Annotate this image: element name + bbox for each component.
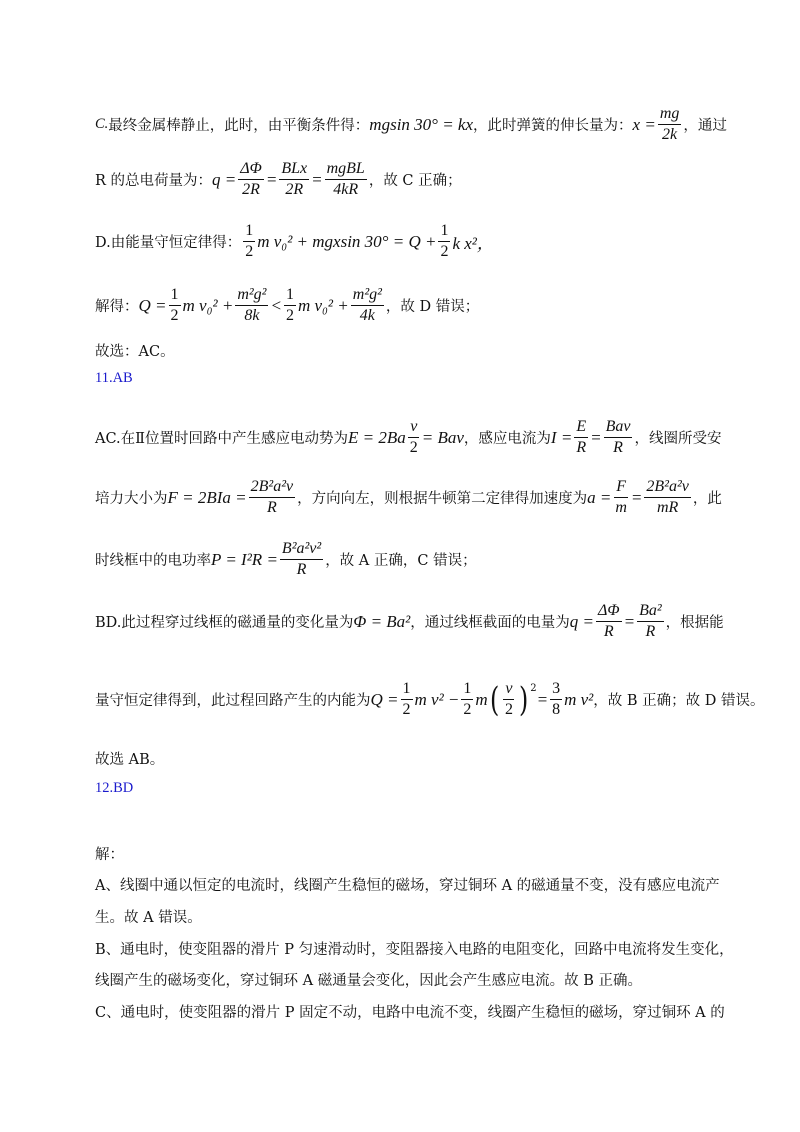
d-eq-mid: m v₀² + mgxsin 30° = Q + [257, 231, 437, 251]
c-prefix: C. [95, 116, 109, 133]
solve-frac-1: $\frac{\text{m²g²}}{8k}$ [237, 286, 267, 325]
q11-l4-lead: BD.此过程穿过线框的磁通量的变化量为 [95, 615, 354, 632]
charge-frac-1: $\frac{\Delta\Phi}{2R}$ [240, 160, 262, 199]
current-eq: I = [550, 427, 573, 447]
heat-v-frac: $\frac{v}{2}$ [504, 680, 513, 719]
q12-b-line-1: B、通电时，使变阻器的滑片 P 匀速滑动时，变阻器接入电路的电阻变化，回路中电流将发生变化， [95, 942, 734, 958]
c-lead: 最终金属棒静止，此时，由平衡条件得： [108, 118, 370, 135]
emf-eq: E = 2Ba [348, 427, 406, 447]
charge-frac-3: $\frac{\text{mgBL}}{4kR}$ [326, 160, 365, 199]
q11-label: 11.AB [95, 370, 133, 386]
x-eq: x = [632, 114, 656, 134]
answer-11: 故选 AB。 [95, 752, 165, 768]
heat-eq: Q = [370, 689, 399, 709]
c-mid: ，此时弹簧的伸长量为： [473, 118, 633, 135]
q11-l4-mid: ，通过线框截面的电量为 [410, 615, 570, 632]
q11-l3-tail: ，故 A 正确，C 错误； [325, 553, 477, 570]
charge-frac-2: $\frac{\text{BLx}}{2R}$ [281, 160, 308, 199]
current-frac-2: $\frac{\text{Bav}}{R}$ [605, 418, 631, 457]
charge-frac-b: $\frac{\text{Ba²}}{R}$ [639, 602, 662, 641]
less-than: < [270, 295, 282, 315]
q11-line-2: 培力大小为 F = 2BIa = $\frac{\text{2B²a²v}}{R}$ ，方向向左，则根据牛顿第二定律得加速度为 a = $\frac{F}{m}$ = $\frac{\text{2B²a²v}}{mR}$ ，此 [95, 478, 722, 517]
heat-term3: m v² [564, 689, 594, 709]
solve-tail: ，故 D 错误； [385, 299, 480, 316]
solve-lead: 解得： [95, 299, 139, 316]
q12-a-line-1: A、线圈中通以恒定的电流时，线圈产生稳恒的磁场，穿过铜环 A 的磁通量不变，没有感应电流产 [95, 878, 720, 894]
q11-line-5: 量守恒定律得到，此过程回路产生的内能为 Q = $\frac{1}{2}$ m v² − $\frac{1}{2}$ m ( $\frac{v}{2}$ ) 2 = $\frac{3}{8}$ m v² ，故 B 正确；故 D 错误。 [95, 679, 765, 720]
q11-l4-tail: ，根据能 [665, 615, 724, 632]
q11-line-4: BD.此过程穿过线框的磁通量的变化量为 Φ = Ba² ，通过线框截面的电量为 q = $\frac{\Delta\Phi}{R}$ = $\frac{\text{Ba²}}{R}$ ，根据能 [95, 602, 724, 641]
heat-equals: = [536, 689, 549, 709]
d-part-line [95, 222, 494, 262]
power-eq: P = I²R = [211, 549, 278, 569]
d-eq-end: k x²， [452, 234, 494, 254]
accel-eq: a = [587, 487, 612, 507]
v-half-frac: $\frac{v}{2}$ [409, 418, 418, 457]
power-frac: $\frac{\text{B²a²v²}}{R}$ [281, 540, 322, 579]
q11-line-1: AC.在Ⅱ位置时回路中产生感应电动势为 E = 2Ba $\frac{v}{2}$ = Bav ，感应电流为 I = $\frac{E}{R}$ = $\frac{\text{Bav}}{R}$ ，线圈所受安 [95, 418, 722, 457]
q12-a-line-2: 生。故 A 错误。 [95, 910, 202, 926]
c-part-line [95, 105, 727, 145]
q11-l1-tail: ，线圈所受安 [634, 431, 722, 448]
answer-10: 故选：AC。 [95, 344, 175, 360]
x-fraction: $\frac{mg}{2k}$ [659, 105, 680, 144]
solve-frac-2: $\frac{\text{m²g²}}{4k}$ [352, 286, 382, 325]
q11-l3-lead: 时线框中的电功率 [95, 553, 211, 570]
Q-eq: Q = [138, 295, 167, 315]
force-frac: $\frac{\text{2B²a²v}}{R}$ [250, 478, 294, 517]
q11-l2-tail: ，此 [692, 491, 722, 508]
charge-frac-a: $\frac{\Delta\Phi}{R}$ [598, 602, 620, 641]
heat-ratio: $\frac{3}{8}$ [552, 680, 561, 719]
heat-half-1: $\frac{1}{2}$ [402, 680, 411, 719]
q12-c-line-1: C、通电时，使变阻器的滑片 P 固定不动，电路中电流不变，线圈产生稳恒的磁场，穿过铜环 A 的 [95, 1005, 725, 1021]
half-frac-1: $\frac{1}{2}$ [245, 222, 254, 261]
q12-b-line-2: 线圈产生的磁场变化，穿过铜环 A 磁通量会变化，因此会产生感应电流。故 B 正确。 [95, 973, 643, 989]
q11-l5-lead: 量守恒定律得到，此过程回路产生的内能为 [95, 693, 371, 710]
heat-term1: m v² − [414, 689, 460, 709]
current-frac-1: $\frac{E}{R}$ [576, 418, 587, 457]
d-lead: D.由能量守恒定律得： [95, 235, 242, 252]
solve-term2: m v₀² + [297, 295, 349, 315]
charge-lead: R 的总电荷量为： [95, 173, 213, 190]
force-eq: F = 2BIa = [167, 487, 247, 507]
q11-l1-lead: AC.在Ⅱ位置时回路中产生感应电动势为 [95, 431, 349, 448]
accel-frac-2: $\frac{\text{2B²a²v}}{mR}$ [646, 478, 689, 517]
accel-frac-1: $\frac{F}{m}$ [615, 478, 627, 517]
q11-line-3 [95, 540, 477, 580]
q-eq: q = [212, 169, 237, 189]
emf-end: = Bav [421, 427, 464, 447]
q11-l5-tail: ，故 B 正确；故 D 错误。 [593, 693, 765, 710]
c-charge-line: R 的总电荷量为： q = $\frac{\Delta\Phi}{2R}$ = $\frac{\text{BLx}}{2R}$ = $\frac{\text{mgBL}}{4kR}$ ，故 C 正确； [95, 160, 462, 199]
half-frac-2: $\frac{1}{2}$ [440, 222, 449, 261]
solve-term1: m v₀² + [182, 295, 234, 315]
charge-eq: q = [569, 611, 595, 631]
charge-tail: ，故 C 正确； [368, 173, 462, 190]
q11-l2-mid: ，方向向左，则根据牛顿第二定律得加速度为 [297, 491, 588, 508]
q12-label: 12.BD [95, 780, 134, 796]
q11-l2-lead: 培力大小为 [95, 491, 168, 508]
flux-eq: Φ = Ba² [353, 611, 411, 631]
heat-half-2: $\frac{1}{2}$ [463, 680, 472, 719]
c-tail: ，通过 [683, 118, 727, 135]
q11-l1-mid: ，感应电流为 [463, 431, 551, 448]
half-frac-4: $\frac{1}{2}$ [285, 286, 294, 325]
q12-jie: 解： [95, 847, 124, 863]
d-solve-line [95, 286, 479, 326]
c-equation: mgsin 30° = kx [369, 114, 474, 134]
heat-term2: m [475, 689, 488, 709]
half-frac-3: $\frac{1}{2}$ [170, 286, 179, 325]
